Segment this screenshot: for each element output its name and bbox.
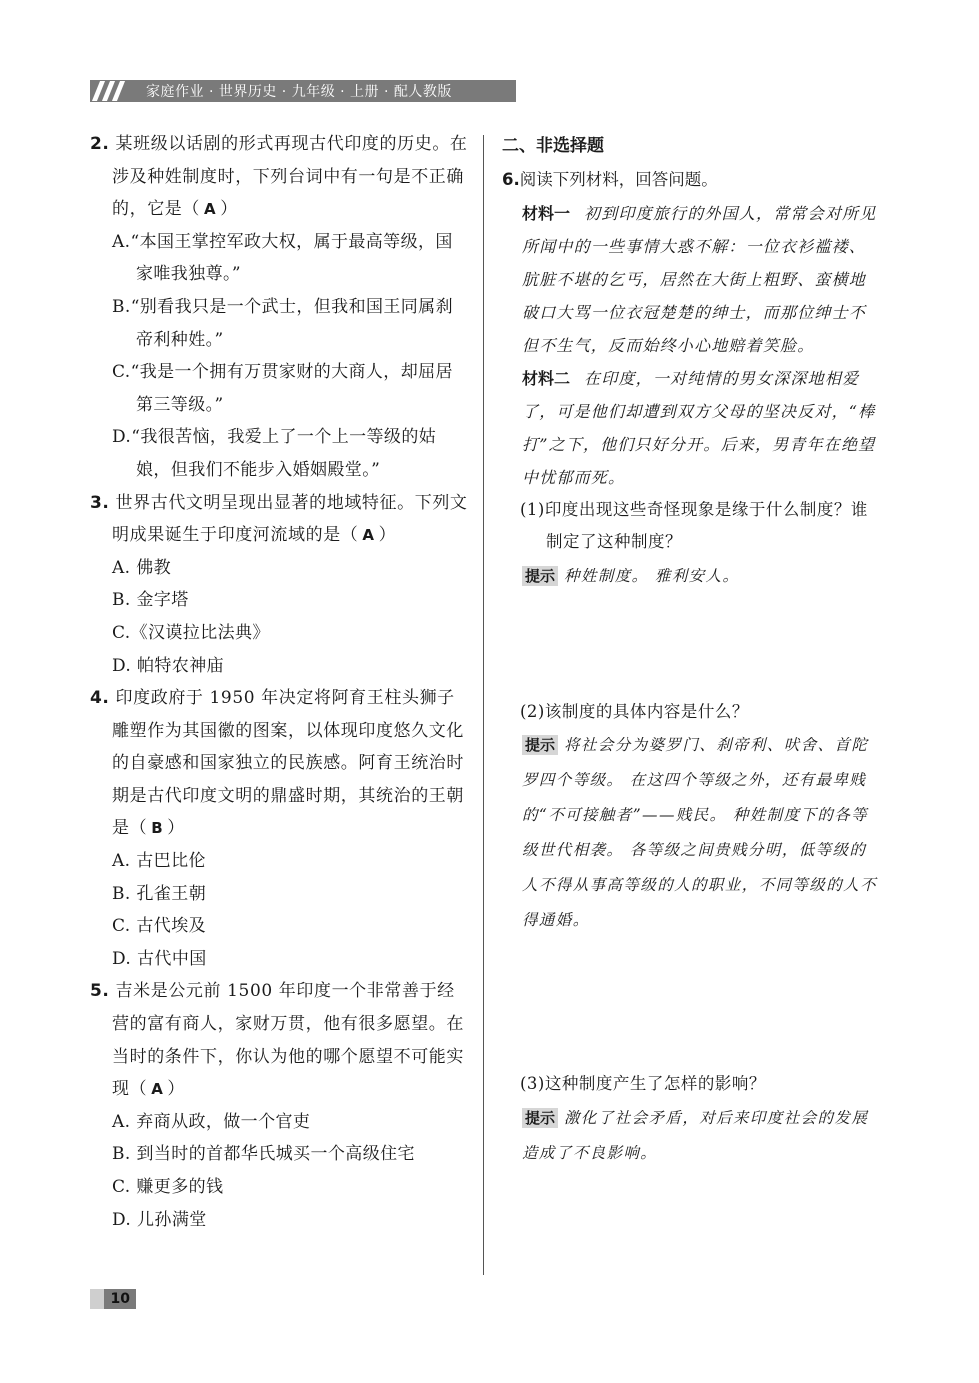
right-column bbox=[502, 128, 882, 1171]
option-c: C. 古代埃及 bbox=[112, 916, 207, 937]
answer-space bbox=[502, 938, 882, 1068]
header-slash-ornament bbox=[90, 80, 136, 102]
option-a: A. 古巴比伦 bbox=[112, 851, 206, 872]
hint-badge: 提示 bbox=[522, 1108, 558, 1128]
answer-mark: A bbox=[362, 526, 375, 545]
question-number: 3. bbox=[90, 492, 110, 513]
material-two bbox=[502, 362, 882, 494]
hint-badge: 提示 bbox=[522, 566, 558, 586]
material-text: 在印度，一对纯情的男女深深地相爱了，可是他们却遭到双方父母的坚决反对，“棒打”之下，他们只好分开。后来，男青年在绝望中忧郁而死。 bbox=[522, 368, 876, 487]
question-5 bbox=[90, 975, 468, 1236]
question-6 bbox=[502, 164, 882, 197]
header-title: 家庭作业 · 世界历史 · 九年级 · 上册 · 配人教版 bbox=[146, 84, 452, 100]
hint-text: 种姓制度。 雅利安人。 bbox=[564, 566, 740, 585]
option-d: D. 帕特农神庙 bbox=[112, 655, 225, 676]
answer-mark: A bbox=[204, 200, 217, 219]
material-label: 材料一 bbox=[522, 203, 571, 223]
option-b: B. 孔雀王朝 bbox=[112, 883, 207, 904]
material-text: 初到印度旅行的外国人，常常会对所见所闻中的一些事情大惑不解：一位衣衫褴褛、肮脏不堪的乞丐，居然在大街上粗野、蛮横地破口大骂一位衣冠楚楚的绅士，而那位绅士不但不生气，反而始终小心地赔着笑脸。 bbox=[522, 203, 877, 355]
question-3 bbox=[90, 487, 468, 683]
hint-2 bbox=[502, 728, 882, 938]
sub-question-2: (2)该制度的具体内容是什么？ bbox=[520, 701, 749, 721]
question-2 bbox=[90, 128, 468, 487]
option-a: A. 弃商从政，做一个官吏 bbox=[112, 1111, 311, 1132]
hint-text: 激化了社会矛盾，对后来印度社会的发展造成了不良影响。 bbox=[522, 1108, 869, 1162]
option-d: D. 古代中国 bbox=[112, 948, 207, 969]
hint-text: 将社会分为婆罗门、刹帝利、吠舍、首陀罗四个等级。 在这四个等级之外，还有最卑贱的“不可接触者”——贱民。 种姓制度下的各等级世代相袭。 各等级之间贵贱分明，低等级的人不得从事高等级的人的职业，不同等级的人不得通婚。 bbox=[522, 736, 877, 930]
question-number: 4. bbox=[90, 688, 110, 709]
question-stem: 2. 某班级以话剧的形式再现古代印度的历史。在涉及种姓制度时，下列台词中有一句是不正确的，它是（ A ） bbox=[90, 134, 468, 220]
hint-badge: 提示 bbox=[522, 735, 558, 755]
page-number: 10 bbox=[90, 1289, 136, 1309]
material-label: 材料二 bbox=[522, 368, 571, 388]
option-b: B. 金字塔 bbox=[112, 590, 189, 611]
option-b: B.“别看我只是一个武士，但我和国王同属刹帝利种姓。” bbox=[112, 296, 453, 350]
column-divider bbox=[483, 135, 484, 1275]
option-a: A.“本国王掌控军政大权，属于最高等级，国家唯我独尊。” bbox=[112, 231, 453, 285]
option-a: A. 佛教 bbox=[112, 557, 172, 578]
option-c: C.“我是一个拥有万贯家财的大商人，却屈居第三等级。” bbox=[112, 362, 453, 415]
left-column bbox=[90, 128, 468, 1236]
question-number: 6. bbox=[502, 170, 520, 189]
question-stem: 3. 世界古代文明呈现出显著的地域特征。下列文明成果诞生于印度河流域的是（ A ） bbox=[90, 492, 468, 546]
section-title: 二、非选择题 bbox=[502, 136, 604, 156]
question-4 bbox=[90, 682, 468, 975]
sub-question-1: (1)印度出现这些奇怪现象是缘于什么制度？谁制定了这种制度？ bbox=[520, 499, 868, 552]
option-b: B. 到当时的首都华氏城买一个高级住宅 bbox=[112, 1144, 415, 1165]
answer-space bbox=[502, 594, 882, 696]
material-one bbox=[502, 197, 882, 362]
answer-mark: B bbox=[151, 819, 164, 838]
sub-question-3: (3)这种制度产生了怎样的影响？ bbox=[520, 1074, 766, 1094]
question-stem: 5. 吉米是公元前 1500 年印度一个非常善于经营的富有商人，家财万贯，他有很多愿望。在当时的条件下，你认为他的哪个愿望不可能实现（ A ） bbox=[90, 981, 464, 1100]
running-header bbox=[90, 80, 516, 102]
question-number: 5. bbox=[90, 981, 110, 1002]
question-stem: 6.阅读下列材料，回答问题。 bbox=[502, 170, 718, 189]
answer-mark: A bbox=[151, 1080, 164, 1099]
question-stem: 4. 印度政府于 1950 年决定将阿育王柱头狮子雕塑作为其国徽的图案，以体现印度悠久文化的自豪感和国家独立的民族感。阿育王统治时期是古代印度文明的鼎盛时期，其统治的王朝是（ B ） bbox=[90, 688, 464, 839]
option-c: C.《汉谟拉比法典》 bbox=[112, 622, 270, 643]
option-d: D. 儿孙满堂 bbox=[112, 1209, 207, 1230]
option-d: D.“我很苦恼，我爱上了一个上一等级的姑娘，但我们不能步入婚姻殿堂。” bbox=[112, 427, 437, 480]
hint-1 bbox=[502, 559, 882, 594]
hint-3 bbox=[502, 1101, 882, 1171]
option-c: C. 赚更多的钱 bbox=[112, 1177, 224, 1197]
question-number: 2. bbox=[90, 134, 110, 154]
